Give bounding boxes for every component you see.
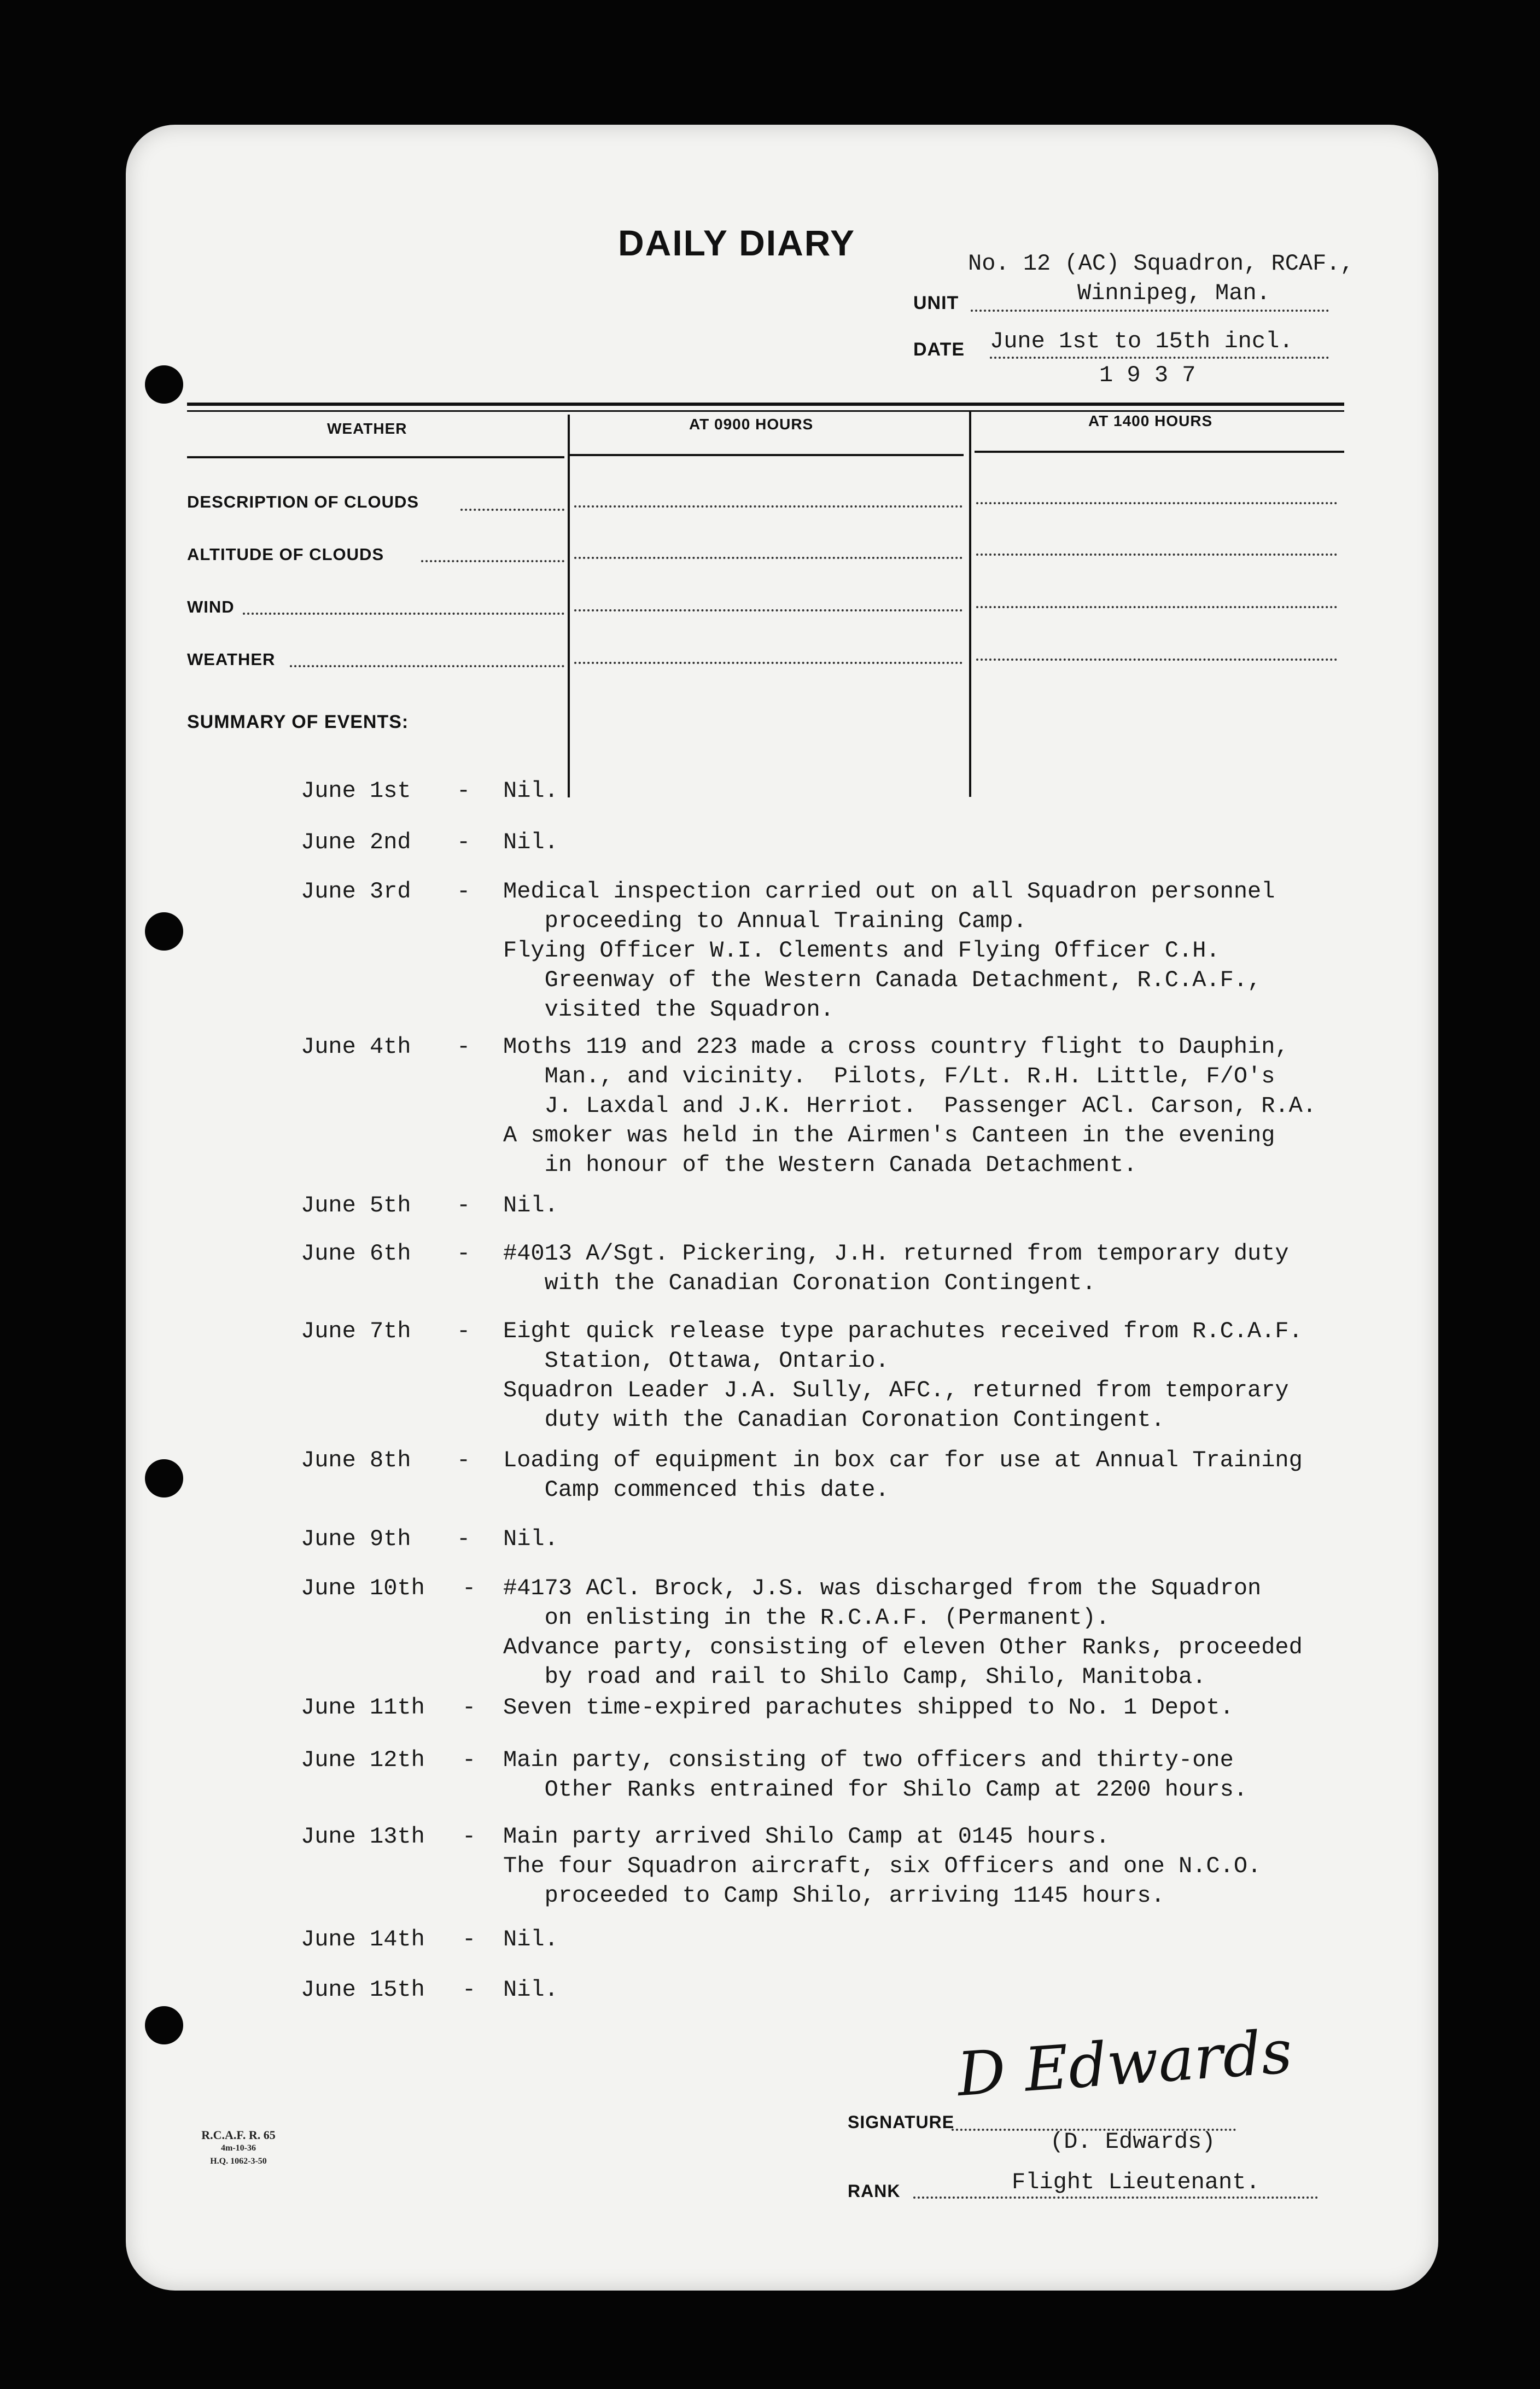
0900-col-heading: AT 0900 HOURS <box>689 416 814 433</box>
row-dotted-line <box>290 665 564 667</box>
unit-label: UNIT <box>913 293 959 313</box>
year-value: 1 9 3 7 <box>1099 362 1196 388</box>
cell-dotted-line <box>976 659 1337 661</box>
event-text-line: Nil. <box>503 1926 558 1953</box>
cell-dotted-line <box>976 553 1337 556</box>
event-text-line: Nil. <box>503 1977 558 2003</box>
row-description-of-clouds: DESCRIPTION OF CLOUDS <box>187 492 419 511</box>
event-text-line: visited the Squadron. <box>503 997 834 1023</box>
event-dash: - <box>457 878 471 905</box>
page-title: DAILY DIARY <box>618 223 855 263</box>
event-text-line: Man., and vicinity. Pilots, F/Lt. R.H. Little, F/O's <box>503 1063 1275 1089</box>
event-text-line: #4173 ACl. Brock, J.S. was discharged from the Squadron <box>503 1575 1262 1601</box>
event-text-line: Nil. <box>503 1192 558 1219</box>
event-text-line: Greenway of the Western Canada Detachment, R.C.A.F., <box>503 967 1262 993</box>
event-text-line: with the Canadian Coronation Contingent. <box>503 1270 1096 1296</box>
event-dash: - <box>462 1823 476 1850</box>
event-date: June 12th <box>301 1747 425 1773</box>
handwritten-signature: D Edwards <box>955 2016 1294 2110</box>
diary-page <box>126 125 1438 2291</box>
signature-label: SIGNATURE <box>848 2112 955 2132</box>
event-text-line: #4013 A/Sgt. Pickering, J.H. returned from temporary duty <box>503 1240 1289 1267</box>
rank-value: Flight Lieutenant. <box>1012 2169 1260 2195</box>
squadron-name: No. 12 (AC) Squadron, RCAF., <box>968 250 1354 277</box>
event-date: June 11th <box>301 1694 425 1721</box>
event-dash: - <box>457 1526 471 1552</box>
event-date: June 7th <box>301 1318 411 1344</box>
event-date: June 15th <box>301 1977 425 2003</box>
table-divider <box>969 411 971 797</box>
form-number <box>195 2129 282 2168</box>
form-number-line: R.C.A.F. R. 65 <box>201 2128 276 2142</box>
event-text-line: Seven time-expired parachutes shipped to No. 1 Depot. <box>503 1694 1234 1721</box>
event-date: June 8th <box>301 1447 411 1473</box>
unit-dotted-line <box>971 310 1329 312</box>
row-weather: WEATHER <box>187 650 276 669</box>
event-text-line: Squadron Leader J.A. Sully, AFC., returned from temporary <box>503 1377 1289 1403</box>
event-dash: - <box>457 1192 471 1219</box>
table-rule <box>570 454 964 456</box>
binder-hole <box>145 912 183 951</box>
event-text-line: Main party, consisting of two officers and thirty-one <box>503 1747 1234 1773</box>
weather-col-heading: WEATHER <box>327 420 407 437</box>
binder-hole <box>145 365 183 404</box>
cell-dotted-line <box>574 662 962 664</box>
cell-dotted-line <box>976 502 1337 504</box>
event-dash: - <box>457 1318 471 1344</box>
event-text-line: by road and rail to Shilo Camp, Shilo, Manitoba. <box>503 1664 1206 1690</box>
cell-dotted-line <box>574 557 962 559</box>
event-text-line: in honour of the Western Canada Detachment. <box>503 1152 1138 1178</box>
table-rule <box>975 451 1344 453</box>
cell-dotted-line <box>574 609 962 611</box>
event-dash: - <box>462 1575 476 1601</box>
event-text-line: Station, Ottawa, Ontario. <box>503 1348 889 1374</box>
row-dotted-line <box>243 613 564 615</box>
table-divider <box>568 415 570 797</box>
event-date: June 5th <box>301 1192 411 1219</box>
row-altitude-of-clouds: ALTITUDE OF CLOUDS <box>187 545 384 564</box>
event-dash: - <box>462 1694 476 1721</box>
event-text-line: The four Squadron aircraft, six Officers and one N.C.O. <box>503 1853 1262 1879</box>
event-text-line: Flying Officer W.I. Clements and Flying Officer C.H. <box>503 937 1220 964</box>
event-text-line: proceeded to Camp Shilo, arriving 1145 hours. <box>503 1883 1165 1909</box>
event-text-line: Advance party, consisting of eleven Other Ranks, proceeded <box>503 1634 1303 1660</box>
date-value: June 1st to 15th incl. <box>990 328 1293 354</box>
header-rule <box>187 410 1344 412</box>
row-wind: WIND <box>187 597 235 616</box>
event-text-line: Nil. <box>503 829 558 855</box>
rank-label: RANK <box>848 2181 901 2201</box>
event-text-line: Other Ranks entrained for Shilo Camp at 2200 hours. <box>503 1776 1248 1803</box>
rank-dotted-line <box>913 2196 1318 2199</box>
table-rule <box>187 456 564 458</box>
event-text-line: A smoker was held in the Airmen's Canteen in the evening <box>503 1122 1275 1149</box>
binder-hole <box>145 2006 183 2044</box>
event-dash: - <box>462 1926 476 1953</box>
event-text-line: on enlisting in the R.C.A.F. (Permanent). <box>503 1605 1110 1631</box>
event-dash: - <box>457 1240 471 1267</box>
signature-name: (D. Edwards) <box>1050 2129 1216 2155</box>
event-date: June 3rd <box>301 878 411 905</box>
form-number-line: 4m-10-36 <box>221 2143 256 2153</box>
unit-value: Winnipeg, Man. <box>1077 280 1270 306</box>
form-number-line: H.Q. 1062-3-50 <box>210 2157 267 2166</box>
row-dotted-line <box>421 560 564 562</box>
header-rule <box>187 403 1344 406</box>
summary-heading: SUMMARY OF EVENTS: <box>187 712 409 732</box>
event-text-line: proceeding to Annual Training Camp. <box>503 908 1027 934</box>
event-date: June 2nd <box>301 829 411 855</box>
event-dash: - <box>457 1447 471 1473</box>
event-text-line: Eight quick release type parachutes received from R.C.A.F. <box>503 1318 1303 1344</box>
date-label: DATE <box>913 339 965 360</box>
cell-dotted-line <box>976 606 1337 608</box>
cell-dotted-line <box>574 505 962 508</box>
event-dash: - <box>462 1747 476 1773</box>
event-dash: - <box>457 829 471 855</box>
event-text-line: Camp commenced this date. <box>503 1477 889 1503</box>
event-date: June 6th <box>301 1240 411 1267</box>
event-text-line: J. Laxdal and J.K. Herriot. Passenger ACl. Carson, R.A. <box>503 1093 1317 1119</box>
event-date: June 9th <box>301 1526 411 1552</box>
event-date: June 10th <box>301 1575 425 1601</box>
binder-hole <box>145 1459 183 1498</box>
event-date: June 14th <box>301 1926 425 1953</box>
event-text-line: Nil. <box>503 1526 558 1552</box>
event-date: June 4th <box>301 1034 411 1060</box>
event-text-line: Medical inspection carried out on all Squadron personnel <box>503 878 1275 905</box>
event-text-line: Nil. <box>503 778 558 804</box>
event-text-line: Main party arrived Shilo Camp at 0145 hours. <box>503 1823 1110 1850</box>
event-date: June 13th <box>301 1823 425 1850</box>
event-dash: - <box>457 778 471 804</box>
event-dash: - <box>457 1034 471 1060</box>
1400-col-heading: AT 1400 HOURS <box>1088 412 1213 429</box>
event-text-line: duty with the Canadian Coronation Contingent. <box>503 1407 1165 1433</box>
event-text-line: Moths 119 and 223 made a cross country flight to Dauphin, <box>503 1034 1289 1060</box>
event-date: June 1st <box>301 778 411 804</box>
date-dotted-line <box>990 357 1329 359</box>
event-dash: - <box>462 1977 476 2003</box>
row-dotted-line <box>460 509 564 511</box>
event-text-line: Loading of equipment in box car for use at Annual Training <box>503 1447 1303 1473</box>
